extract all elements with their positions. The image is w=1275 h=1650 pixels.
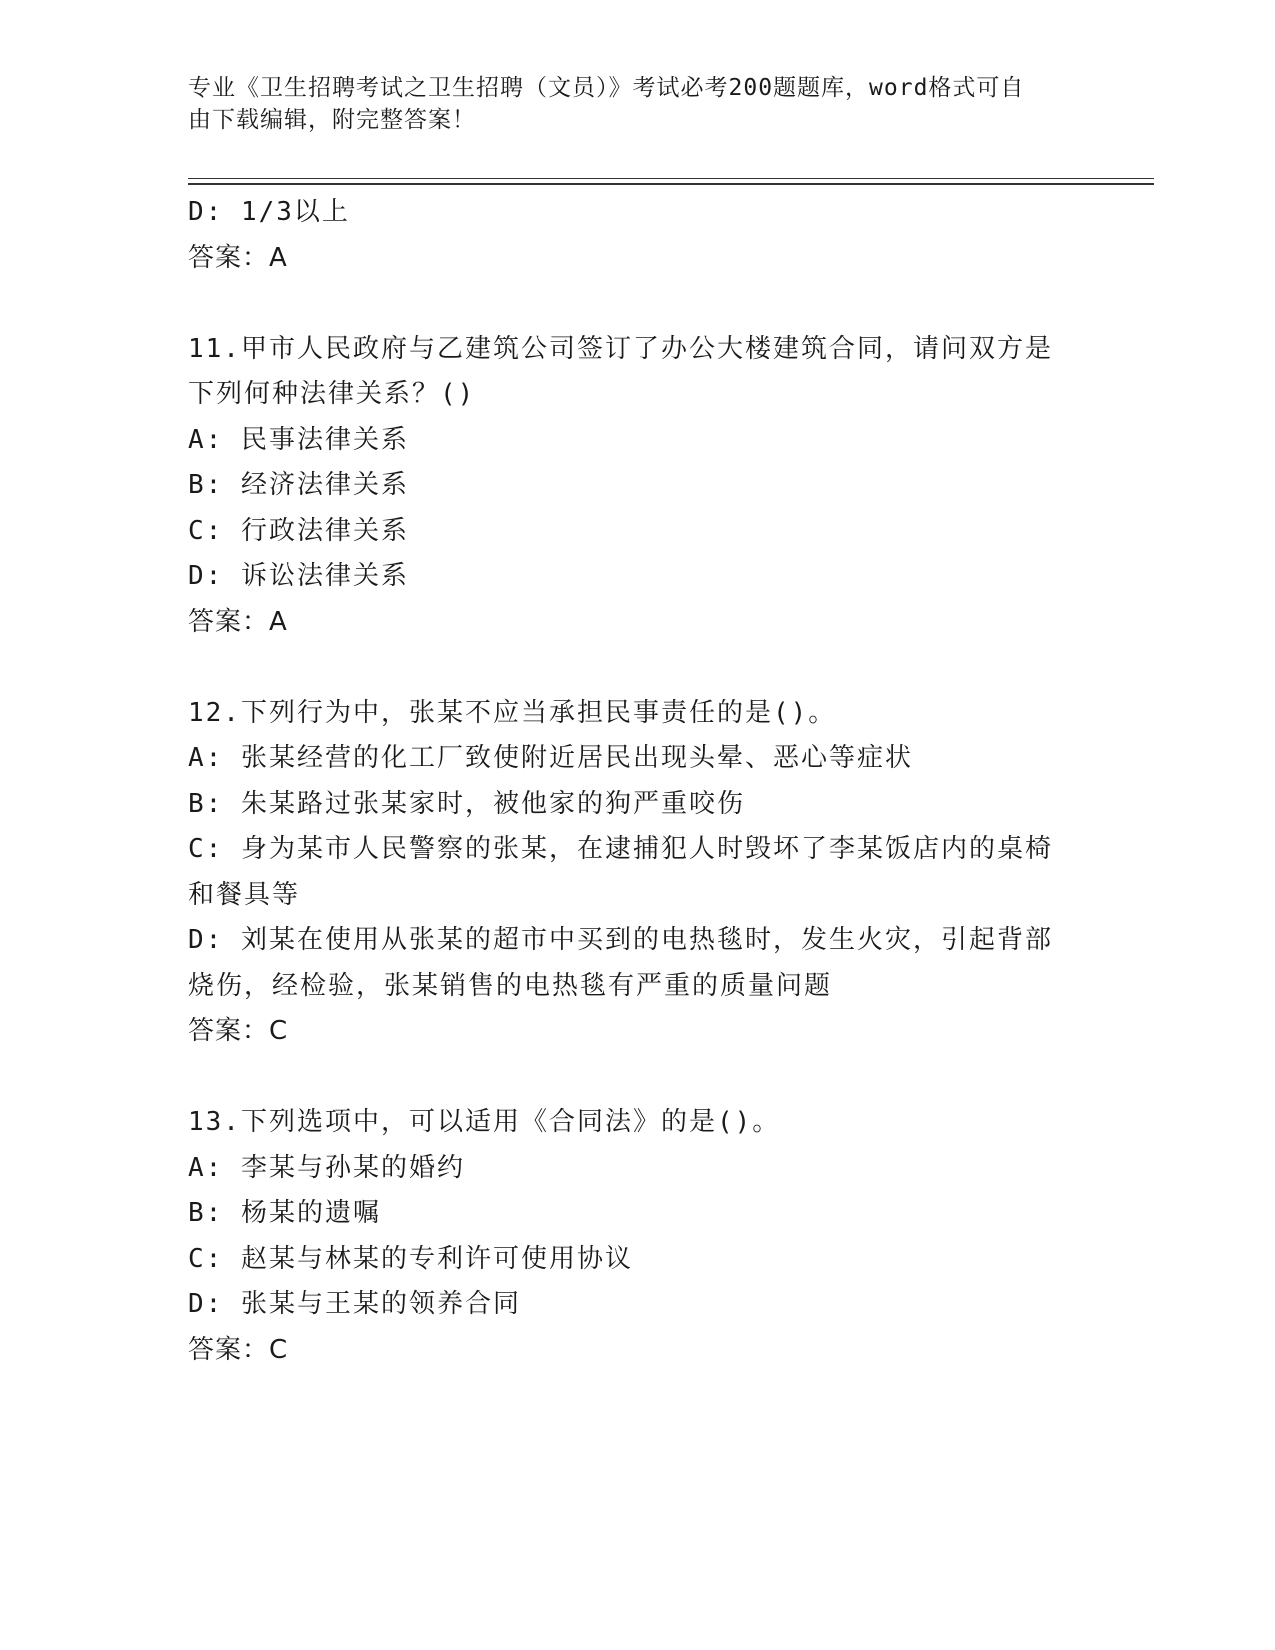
header-divider-bottom <box>188 183 1154 185</box>
document-body <box>188 190 1088 1373</box>
option-d: D: 张某与王某的领养合同 <box>188 1289 521 1319</box>
option-b: B: 朱某路过张某家时，被他家的狗严重咬伤 <box>188 788 745 819</box>
question-stem: 11.甲市人民政府与乙建筑公司签订了办公大楼建筑合同，请问双方是 <box>188 333 1053 364</box>
header-line-1: 专业《卫生招聘考试之卫生招聘（文员）》考试必考200题题库，word格式可自 <box>188 75 1025 101</box>
option-c: C: 赵某与林某的专利许可使用协议 <box>188 1243 633 1274</box>
option-c: C: 行政法律关系 <box>188 515 409 546</box>
option-a: A: 民事法律关系 <box>188 424 409 455</box>
question-stem: 下列何种法律关系？() <box>188 379 476 409</box>
option-d: D: 诉讼法律关系 <box>188 561 409 591</box>
option-d-continued: 烧伤，经检验，张某销售的电热毯有严重的质量问题 <box>188 970 833 1001</box>
option-c: C: 身为某市人民警察的张某，在逮捕犯人时毁坏了李某饭店内的桌椅 <box>188 834 1053 864</box>
option-a: A: 张某经营的化工厂致使附近居民出现头晕、恶心等症状 <box>188 743 913 773</box>
previous-question-tail <box>188 190 1088 281</box>
question-13 <box>188 1100 1088 1373</box>
option-b: B: 杨某的遗嘱 <box>188 1198 381 1228</box>
spacer <box>188 1055 1088 1101</box>
option-b: B: 经济法律关系 <box>188 470 409 500</box>
question-11 <box>188 327 1088 646</box>
spacer <box>188 281 1088 327</box>
header-line-2: 由下载编辑，附完整答案！ <box>188 107 476 133</box>
answer-line: 答案：C <box>188 1016 289 1046</box>
option-a: A: 李某与孙某的婚约 <box>188 1152 465 1183</box>
option-d: D: 刘某在使用从张某的超市中买到的电热毯时，发生火灾，引起背部 <box>188 925 1053 955</box>
question-12 <box>188 691 1088 1055</box>
answer-line: 答案：A <box>188 242 288 273</box>
spacer <box>188 645 1088 691</box>
header-divider-top <box>188 178 1154 179</box>
answer-line: 答案：C <box>188 1334 289 1365</box>
option-d: D: 1/3以上 <box>188 197 350 227</box>
question-stem: 13.下列选项中，可以适用《合同法》的是()。 <box>188 1107 781 1137</box>
option-c-continued: 和餐具等 <box>188 879 301 910</box>
question-stem: 12.下列行为中，张某不应当承担民事责任的是()。 <box>188 697 837 728</box>
answer-line: 答案：A <box>188 606 288 637</box>
document-header <box>188 72 1068 136</box>
